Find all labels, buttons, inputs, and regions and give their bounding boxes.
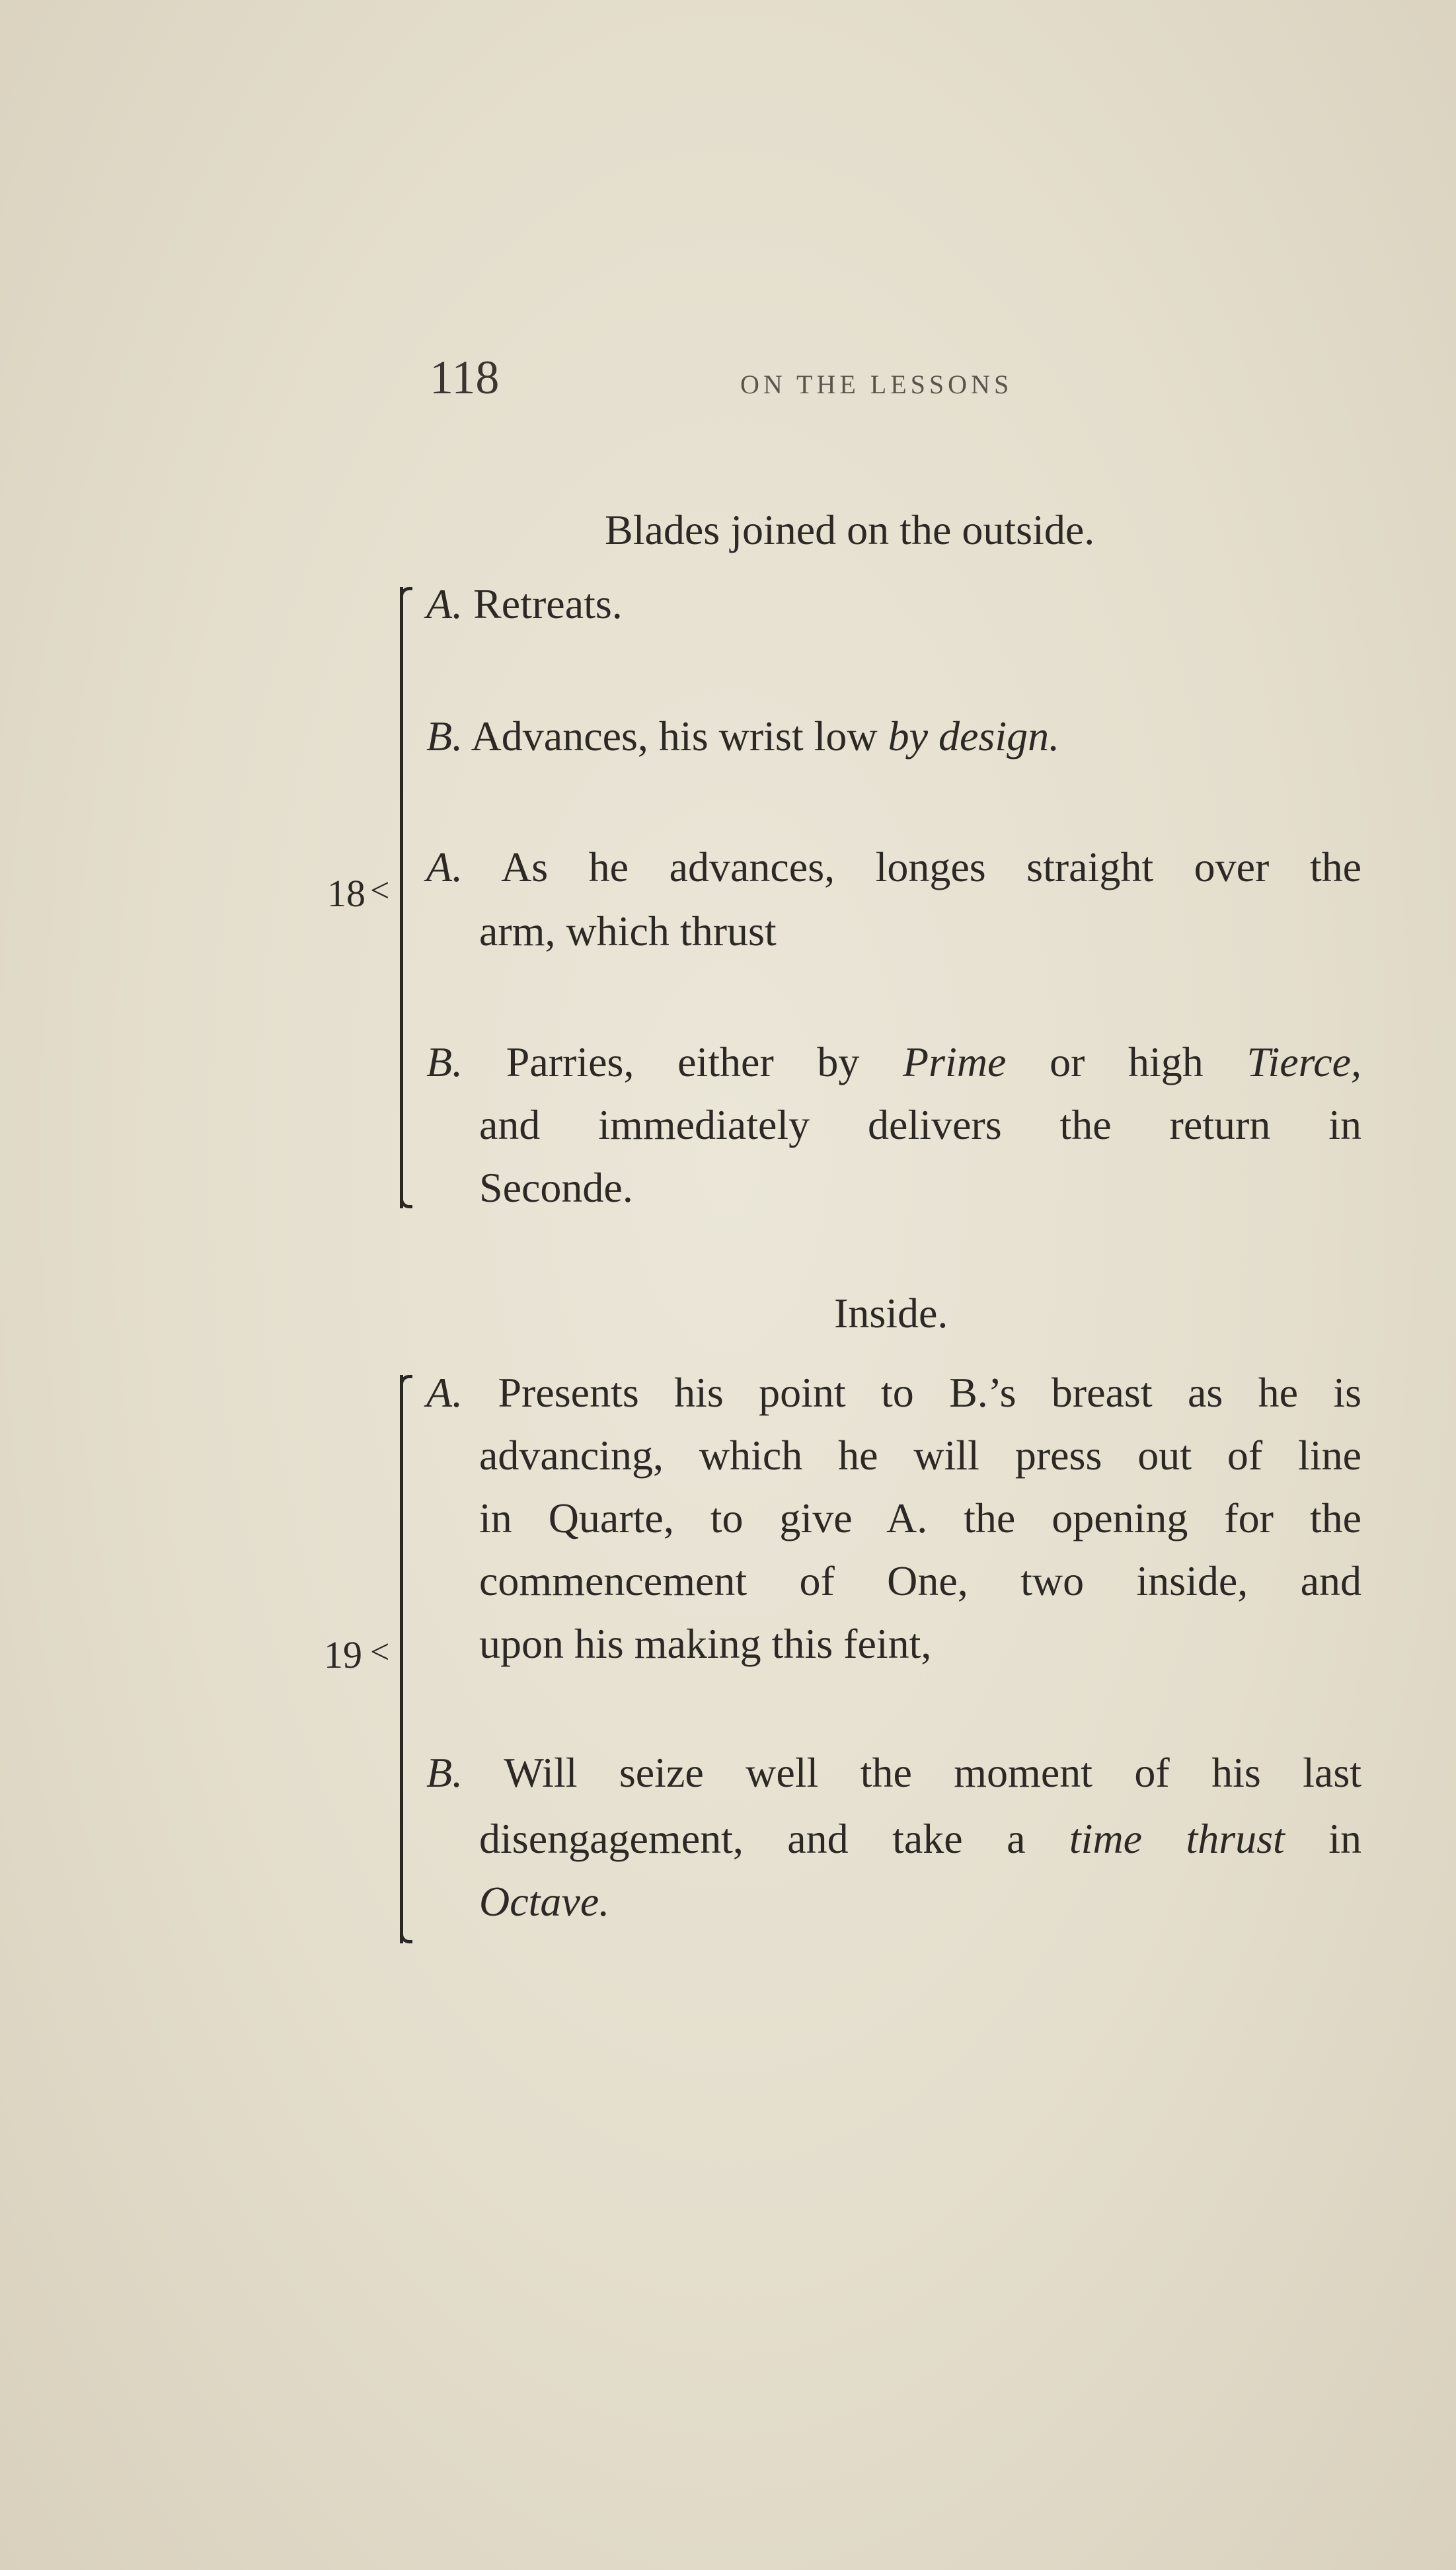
dialogue-line: B. Will seize well the moment of his last [426,1749,1362,1796]
dialogue-line-cont: Seconde. [479,1164,633,1211]
page-number: 118 [430,351,500,404]
page-header [430,350,1368,403]
dialogue-line: B. Advances, his wrist low by design. [426,713,1060,759]
brace-point-19: < [370,1633,390,1671]
brace-18 [400,587,403,1208]
dialogue-line-cont: and immediately delivers the return in [479,1101,1361,1148]
brace-point-18: < [370,872,390,910]
brace-19 [400,1375,403,1943]
lesson-number-19: 19 [324,1633,362,1676]
dialogue-line-cont: commencement of One, two inside, and [479,1557,1361,1604]
lesson-number-18: 18 [327,872,365,915]
dialogue-line: A. As he advances, longes straight over the [426,843,1362,890]
dialogue-line-cont: in Quarte, to give A. the opening for the [479,1495,1361,1541]
running-head: ON THE LESSONS [740,370,1013,399]
dialogue-line-cont: Octave. [479,1878,610,1925]
section-heading-outside: Blades joined on the outside. [605,506,1095,553]
dialogue-line-cont: upon his making this feint, [479,1620,932,1667]
dialogue-line-cont: arm, which thrust [479,908,777,954]
dialogue-line-cont: disengagement, and take a time thrust in [479,1815,1362,1862]
dialogue-line-cont: advancing, which he will press out of line [479,1432,1361,1479]
dialogue-line: A. Presents his point to B.’s breast as he is [426,1369,1362,1416]
dialogue-line: A. Retreats. [426,580,623,627]
section-heading-inside: Inside. [834,1290,948,1337]
dialogue-line: B. Parries, either by Prime or high Tierce, [426,1038,1362,1085]
